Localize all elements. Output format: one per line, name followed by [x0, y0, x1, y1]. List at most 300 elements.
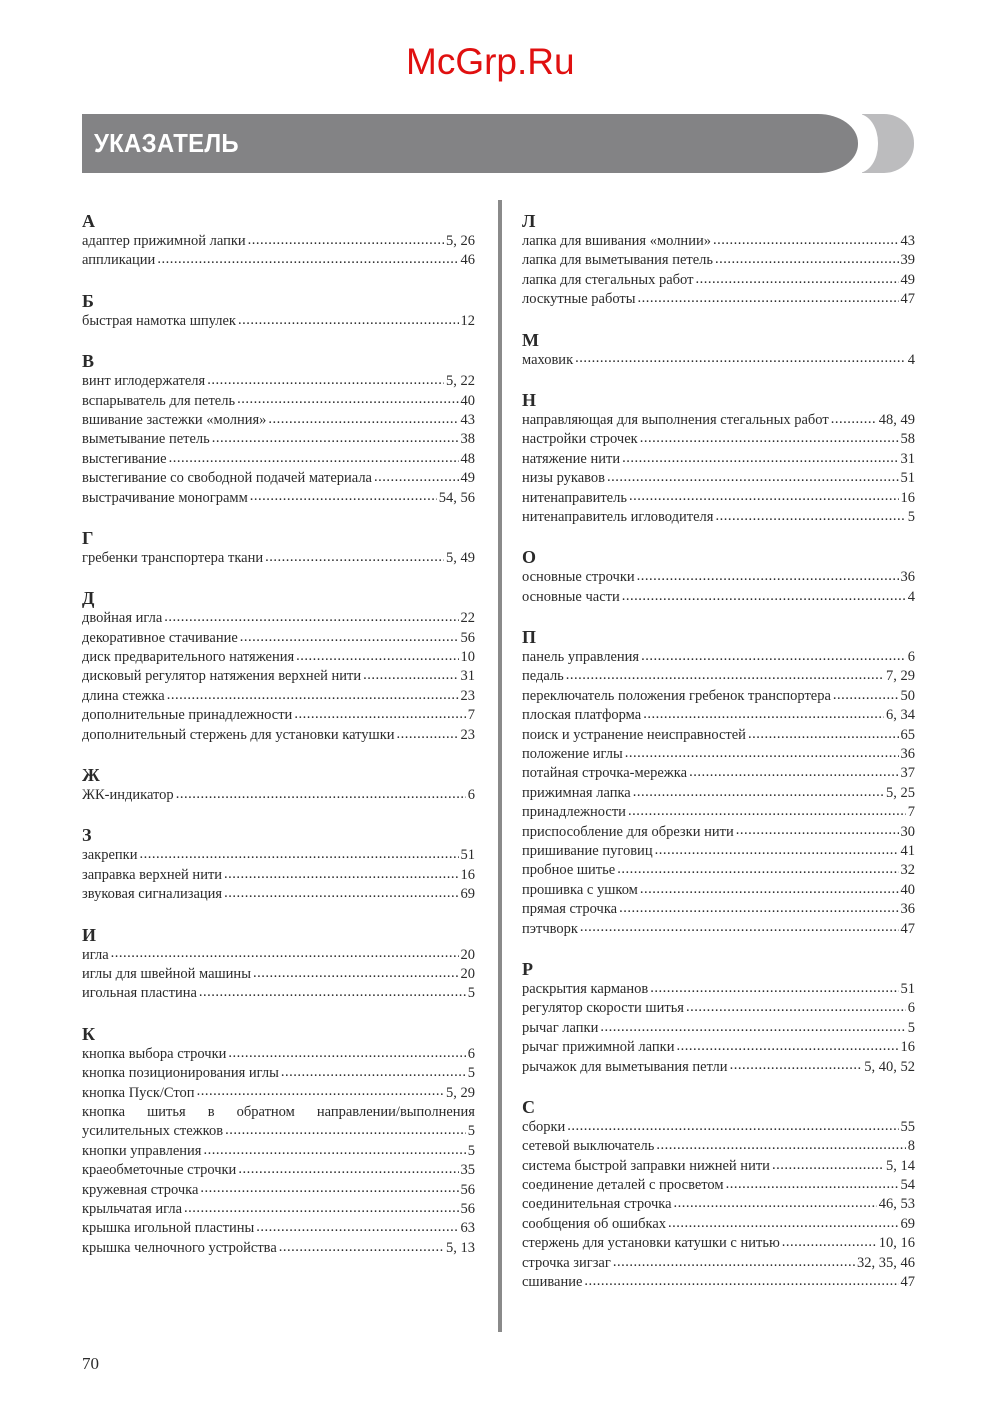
dot-leader	[238, 312, 459, 331]
dot-leader	[617, 861, 898, 880]
index-section	[82, 587, 475, 745]
dot-leader	[224, 885, 458, 904]
dot-leader	[397, 726, 459, 745]
dot-leader	[228, 1045, 465, 1064]
index-section	[522, 546, 915, 607]
entry-pages: 5	[467, 1123, 475, 1140]
section-letter: Г	[82, 527, 94, 548]
index-entry	[82, 667, 475, 686]
index-entry	[522, 900, 915, 919]
dot-leader	[640, 430, 899, 449]
index-entry	[522, 881, 915, 900]
entry-label-word: направлении/выполнения	[316, 1103, 475, 1120]
dot-leader	[628, 803, 906, 822]
dot-leader	[629, 489, 899, 508]
dot-leader	[164, 609, 458, 628]
dot-leader	[584, 1273, 898, 1292]
entry-pages: 5, 49	[446, 549, 475, 566]
entry-label: рычажок для выметывания петли	[522, 1058, 728, 1075]
dot-leader	[224, 866, 458, 885]
entry-pages: 16	[900, 489, 915, 506]
entry-label: кнопка Пуск/Стоп	[82, 1084, 195, 1101]
index-section	[82, 924, 475, 1004]
entry-pages: 8	[907, 1138, 915, 1155]
index-entry	[522, 1195, 915, 1214]
dot-leader	[600, 1019, 905, 1038]
index-entry	[522, 1254, 915, 1273]
index-entry	[522, 588, 915, 607]
section-letter: П	[522, 627, 537, 648]
index-entry	[522, 1157, 915, 1176]
entry-pages: 47	[900, 920, 915, 937]
entry-label: сшивание	[522, 1274, 583, 1291]
entry-label: выметывание петель	[82, 431, 210, 448]
entry-label: основные части	[522, 588, 620, 605]
dot-leader	[374, 469, 459, 488]
entry-label: нитенаправитель	[522, 489, 627, 506]
dot-leader	[176, 786, 466, 805]
entry-pages: 5, 40, 52	[864, 1058, 915, 1075]
entry-pages: 32, 35, 46	[857, 1254, 915, 1271]
entry-label: вшивание застежки «молния»	[82, 411, 267, 428]
index-entry	[82, 1219, 475, 1238]
index-entry	[522, 1019, 915, 1038]
entry-label: краеобметочные строчки	[82, 1162, 237, 1179]
dot-leader	[250, 489, 437, 508]
entry-label: сетевой выключатель	[522, 1138, 655, 1155]
dot-leader	[689, 764, 898, 783]
index-entry	[522, 823, 915, 842]
entry-pages: 6	[907, 1000, 915, 1017]
index-entry	[522, 667, 915, 686]
watermark: McGrp.Ru	[406, 41, 575, 82]
entry-label: система быстрой заправки нижней нити	[522, 1157, 770, 1174]
page-number: 70	[82, 1354, 99, 1373]
entry-label-word: кнопка	[82, 1103, 126, 1120]
index-section	[82, 1023, 475, 1258]
dot-leader	[268, 411, 458, 430]
index-entry	[522, 1137, 915, 1156]
index-entry	[82, 1045, 475, 1064]
section-letter: В	[82, 351, 95, 372]
dot-leader	[625, 745, 899, 764]
entry-pages: 37	[900, 765, 915, 782]
index-entry	[82, 411, 475, 430]
section-letter: С	[522, 1096, 535, 1117]
index-section	[82, 764, 475, 805]
entry-label: пришивание пуговиц	[522, 842, 653, 859]
index-entry	[82, 1200, 475, 1219]
index-entry	[82, 965, 475, 984]
index-entry	[82, 430, 475, 449]
entry-pages: 69	[460, 886, 475, 903]
entry-label: двойная игла	[82, 610, 163, 627]
dot-leader	[713, 232, 899, 251]
entry-pages: 6	[907, 649, 915, 666]
entry-pages: 7, 29	[886, 668, 915, 685]
dot-leader	[643, 706, 884, 725]
dot-leader	[772, 1157, 884, 1176]
entry-pages: 56	[460, 1181, 475, 1198]
entry-label: рычаг лапки	[522, 1019, 599, 1036]
index-entry	[522, 1038, 915, 1057]
entry-label: выстегивание со свободной подачей материала	[82, 470, 372, 487]
entry-pages: 5, 13	[446, 1239, 475, 1256]
dot-leader	[169, 450, 459, 469]
entry-label: регулятор скорости шитья	[522, 1000, 684, 1017]
entry-pages: 56	[460, 629, 475, 646]
entry-pages: 58	[900, 431, 915, 448]
dot-leader	[580, 920, 899, 939]
entry-label: соединительная строчка	[522, 1196, 672, 1213]
entry-pages: 54	[900, 1177, 915, 1194]
index-section	[82, 824, 475, 904]
entry-label: положение иглы	[522, 746, 623, 763]
entry-label: кнопки управления	[82, 1142, 202, 1159]
entry-label: винт иглодержателя	[82, 373, 206, 390]
entry-pages: 16	[460, 866, 475, 883]
entry-pages: 5, 25	[886, 784, 915, 801]
entry-label: прямая строчка	[522, 901, 618, 918]
index-section	[82, 290, 475, 331]
entry-pages: 40	[460, 392, 475, 409]
dot-leader	[240, 629, 459, 648]
entry-pages: 40	[900, 881, 915, 898]
index-entry	[82, 946, 475, 965]
index-section	[522, 389, 915, 527]
entry-label: лапка для выметывания петель	[522, 252, 714, 269]
entry-label: ЖК-индикатор	[82, 787, 174, 804]
index-entry	[522, 290, 915, 309]
index-entry	[522, 251, 915, 270]
index-column-left	[82, 210, 475, 1277]
entry-pages: 55	[900, 1118, 915, 1135]
entry-label: лапка для вшивания «молнии»	[522, 233, 711, 249]
section-letter: Р	[522, 958, 533, 979]
dot-leader	[253, 965, 459, 984]
entry-pages: 5, 29	[446, 1084, 475, 1101]
dot-leader	[655, 842, 899, 861]
entry-label: настройки строчек	[522, 431, 638, 448]
entry-label-word: шитья	[147, 1103, 186, 1120]
dot-leader	[782, 1234, 877, 1253]
index-section	[522, 1096, 915, 1293]
dot-leader	[607, 469, 898, 488]
entry-label: низы рукавов	[522, 470, 606, 487]
dot-leader	[281, 1064, 466, 1083]
dot-leader	[199, 984, 466, 1003]
index-entry	[522, 1215, 915, 1234]
entry-label: плоская платформа	[522, 707, 642, 724]
index-entry	[522, 803, 915, 822]
index-column-right	[522, 210, 915, 1311]
entry-pages: 36	[900, 746, 915, 763]
entry-pages: 56	[460, 1200, 475, 1217]
section-letter: З	[82, 825, 92, 846]
index-entry	[522, 999, 915, 1018]
entry-label: натяжение нити	[522, 450, 621, 467]
index-entry	[82, 629, 475, 648]
dot-leader	[637, 568, 899, 587]
index-entry	[82, 392, 475, 411]
dot-leader	[279, 1239, 444, 1258]
section-letter: К	[82, 1023, 96, 1044]
dot-leader	[203, 1142, 465, 1161]
dot-leader	[197, 1084, 444, 1103]
dot-leader	[111, 946, 459, 965]
index-section	[82, 527, 475, 568]
entry-label: переключатель положения гребенок транспортера	[522, 687, 831, 704]
entry-label: длина стежка	[82, 687, 165, 704]
entry-label-word: в	[207, 1103, 215, 1120]
index-entry-first-line	[82, 1103, 475, 1122]
entry-label: соединение деталей с просветом	[522, 1177, 724, 1194]
dot-leader	[238, 1161, 458, 1180]
entry-label: строчка зигзаг	[522, 1254, 611, 1271]
index-entry	[82, 312, 475, 331]
dot-leader	[363, 667, 458, 686]
index-section	[82, 350, 475, 508]
entry-pages: 5	[907, 1019, 915, 1036]
entry-label: кнопка позиционирования иглы	[82, 1065, 279, 1082]
entry-pages: 46	[460, 252, 475, 269]
index-entry	[522, 861, 915, 880]
entry-pages: 51	[460, 847, 475, 864]
index-entry	[522, 232, 915, 251]
entry-label: вспарыватель для петель	[82, 392, 236, 409]
entry-pages: 16	[900, 1039, 915, 1056]
entry-pages: 48, 49	[878, 411, 915, 428]
index-section	[522, 626, 915, 939]
dot-leader	[157, 251, 458, 270]
index-entry	[82, 846, 475, 865]
dot-leader	[715, 508, 905, 527]
entry-pages: 43	[460, 411, 475, 428]
index-entry	[522, 726, 915, 745]
entry-label: рычаг прижимной лапки	[522, 1039, 675, 1056]
dot-leader	[619, 900, 898, 919]
entry-pages: 36	[900, 901, 915, 918]
index-entry	[82, 885, 475, 904]
index-entry	[82, 1064, 475, 1083]
index-entry	[82, 609, 475, 628]
entry-label: закрепки	[82, 847, 138, 864]
entry-label: пэтчворк	[522, 920, 578, 937]
index-entry	[82, 984, 475, 1003]
entry-pages: 20	[460, 965, 475, 982]
index-entry	[522, 706, 915, 725]
entry-label: адаптер прижимной лапки	[82, 233, 246, 249]
dot-leader	[831, 411, 877, 430]
dot-leader	[650, 980, 898, 999]
index-entry	[522, 508, 915, 527]
index-entry	[522, 271, 915, 290]
entry-label: дополнительный стержень для установки катушки	[82, 726, 395, 743]
dot-leader	[613, 1254, 855, 1273]
section-letter: А	[82, 211, 95, 231]
index-entry	[82, 706, 475, 725]
entry-label: крышка игольной пластины	[82, 1220, 255, 1237]
entry-pages: 5	[467, 1065, 475, 1082]
dot-leader	[715, 251, 898, 270]
column-divider	[498, 200, 502, 1332]
dot-leader	[567, 1118, 898, 1137]
dot-leader	[736, 823, 899, 842]
entry-label: кружевная строчка	[82, 1181, 199, 1198]
dot-leader	[294, 706, 465, 725]
entry-label: раскрытия карманов	[522, 980, 649, 997]
index-entry	[522, 980, 915, 999]
index-section	[522, 958, 915, 1077]
entry-pages: 51	[900, 470, 915, 487]
index-entry	[82, 549, 475, 568]
entry-pages: 43	[900, 233, 915, 249]
entry-label: выстегивание	[82, 450, 167, 467]
entry-label: заправка верхней нити	[82, 866, 223, 883]
section-letter: Л	[522, 211, 536, 231]
section-letter: М	[522, 329, 539, 350]
index-entry	[522, 1176, 915, 1195]
dot-leader	[633, 784, 884, 803]
dot-leader	[641, 648, 906, 667]
dot-leader	[575, 351, 906, 370]
dot-leader	[748, 726, 899, 745]
dot-leader	[566, 667, 884, 686]
entry-label: кнопка выбора строчки	[82, 1045, 227, 1062]
entry-label: лапка для стегальных работ	[522, 271, 694, 288]
index-section	[82, 210, 475, 271]
section-letter: Н	[522, 389, 537, 410]
entry-label: игольная пластина	[82, 985, 197, 1002]
entry-label: быстрая намотка шпулек	[82, 312, 236, 329]
index-entry	[522, 469, 915, 488]
index-entry	[522, 1118, 915, 1137]
entry-label: дополнительные принадлежности	[82, 707, 293, 724]
index-entry	[82, 1142, 475, 1161]
dot-leader	[668, 1215, 898, 1234]
entry-pages: 41	[900, 842, 915, 859]
dot-leader	[200, 1181, 458, 1200]
dot-leader	[265, 549, 444, 568]
entry-label: поиск и устранение неисправностей	[522, 726, 746, 743]
index-entry	[522, 1234, 915, 1253]
entry-pages: 10, 16	[878, 1235, 915, 1252]
section-letter: Б	[82, 290, 94, 311]
entry-pages: 46, 53	[878, 1196, 915, 1213]
entry-pages: 6	[467, 1045, 475, 1062]
section-letter: И	[82, 924, 97, 945]
dot-leader	[256, 1219, 458, 1238]
entry-pages: 5	[467, 1142, 475, 1159]
entry-label: аппликации	[82, 252, 156, 269]
index-entry	[82, 866, 475, 885]
dot-leader	[622, 588, 906, 607]
dot-leader	[726, 1176, 899, 1195]
index-entry	[82, 251, 475, 270]
entry-pages: 50	[900, 687, 915, 704]
entry-label: нитенаправитель игловодителя	[522, 508, 714, 525]
index-entry	[82, 1122, 475, 1141]
index-entry	[522, 430, 915, 449]
entry-label: приспособление для обрезки нити	[522, 823, 734, 840]
banner-decoration	[862, 114, 914, 173]
entry-pages: 5, 26	[446, 233, 475, 249]
dot-leader	[184, 1200, 458, 1219]
entry-label: основные строчки	[522, 569, 635, 586]
entry-pages: 38	[460, 431, 475, 448]
entry-pages: 5, 14	[886, 1157, 915, 1174]
dot-leader	[730, 1058, 863, 1077]
dot-leader	[833, 687, 899, 706]
dot-leader	[212, 430, 459, 449]
entry-pages: 69	[900, 1215, 915, 1232]
dot-leader	[674, 1195, 877, 1214]
entry-label: стержень для установки катушки с нитью	[522, 1235, 780, 1252]
entry-label: сборки	[522, 1118, 566, 1135]
dot-leader	[167, 687, 459, 706]
entry-label: направляющая для выполнения стегальных работ	[522, 411, 829, 428]
index-entry	[522, 489, 915, 508]
dot-leader	[296, 648, 458, 667]
entry-pages: 20	[460, 946, 475, 963]
section-letter: Д	[82, 588, 95, 609]
entry-pages: 35	[460, 1162, 475, 1179]
index-entry	[522, 687, 915, 706]
entry-pages: 22	[460, 610, 475, 627]
entry-pages: 47	[900, 1274, 915, 1291]
entry-pages: 31	[900, 450, 915, 467]
entry-pages: 4	[907, 588, 915, 605]
entry-label: звуковая сигнализация	[82, 886, 223, 903]
index-entry	[522, 784, 915, 803]
entry-label: панель управления	[522, 649, 640, 666]
entry-pages: 30	[900, 823, 915, 840]
index-entry	[82, 1181, 475, 1200]
dot-leader	[622, 450, 898, 469]
index-entry	[522, 745, 915, 764]
entry-label: дисковый регулятор натяжения верхней нити	[82, 668, 362, 685]
dot-leader	[695, 271, 898, 290]
index-entry	[522, 764, 915, 783]
entry-pages: 12	[460, 312, 475, 329]
index-entry	[82, 687, 475, 706]
page-title: УКАЗАТЕЛЬ	[94, 128, 239, 158]
entry-label-word: обратном	[236, 1103, 295, 1120]
entry-label: сообщения об ошибках	[522, 1215, 667, 1232]
index-entry	[522, 411, 915, 430]
index-entry	[82, 1084, 475, 1103]
entry-label: крышка челночного устройства	[82, 1239, 277, 1256]
entry-label: принадлежности	[522, 804, 626, 821]
index-entry	[522, 1273, 915, 1292]
entry-pages: 36	[900, 569, 915, 586]
index-entry	[82, 489, 475, 508]
index-entry	[522, 1058, 915, 1077]
entry-pages: 23	[460, 726, 475, 743]
entry-pages: 7	[467, 707, 475, 724]
dot-leader	[686, 999, 906, 1018]
index-entry	[522, 450, 915, 469]
entry-pages: 47	[900, 291, 915, 308]
header-banner	[82, 114, 858, 173]
index-entry	[82, 726, 475, 745]
index-entry	[82, 232, 475, 251]
entry-pages: 32	[900, 862, 915, 879]
dot-leader	[640, 881, 899, 900]
entry-pages: 54, 56	[438, 489, 475, 506]
dot-leader	[207, 372, 444, 391]
entry-label: диск предварительного натяжения	[82, 649, 295, 666]
